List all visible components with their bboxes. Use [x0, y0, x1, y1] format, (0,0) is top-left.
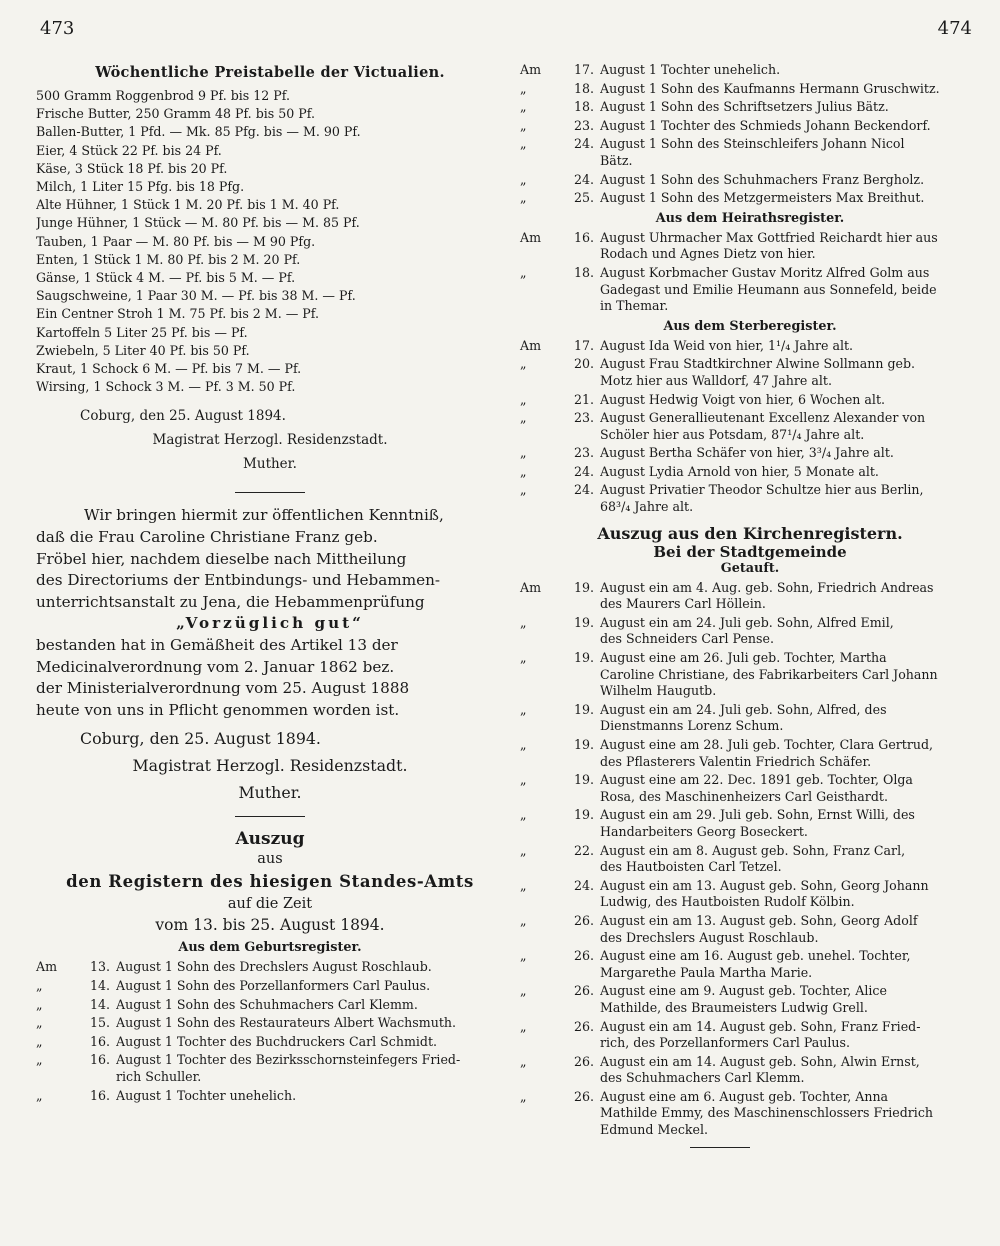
entry-prefix: „: [36, 996, 43, 1012]
entry-text: August 1 Sohn des Drechslers August Roschlaub.: [116, 959, 432, 975]
entry-day: 26.: [573, 912, 594, 928]
entry-prefix: „: [520, 614, 527, 630]
entry-text: August Ida Weid von hier, 1¹/₄ Jahre alt.: [600, 337, 854, 353]
entry-text: Gadegast und Emilie Heumann aus Sonnefeld, beide: [600, 281, 937, 297]
entry-text: August 1 Tochter des Schmieds Johann Beckendorf.: [600, 117, 931, 133]
baptism-entry: [520, 1019, 980, 1052]
entry-prefix: „: [520, 410, 527, 426]
entry-prefix: „: [520, 842, 527, 858]
entry-text: August eine am 6. August geb. Tochter, Anna: [600, 1088, 889, 1104]
entry-text: August 1 Sohn des Metzgermeisters Max Breithut.: [600, 190, 925, 206]
entry-day: 16.: [573, 229, 594, 245]
entry-prefix: „: [36, 1052, 43, 1068]
price-row: Saugschweine, 1 Paar 30 M. — Pf. bis 38 M. — Pf.: [36, 288, 356, 304]
baptisms-list: [520, 580, 980, 1139]
entry-day: 24.: [573, 171, 594, 187]
price-row: Junge Hühner, 1 Stück — M. 80 Pf. bis — M. 85 Pf.: [36, 215, 360, 231]
notice-authority: Magistrat Herzogl. Residenzstadt.: [132, 756, 408, 776]
entry-day: 24.: [573, 136, 594, 152]
entry-day: 19.: [573, 579, 594, 595]
left-column: [36, 62, 504, 1106]
price-date: Coburg, den 25. August 1894.: [80, 408, 286, 425]
birth-entry: [520, 172, 980, 189]
entry-day: 21.: [573, 391, 594, 407]
birth-entry: [520, 118, 980, 135]
entry-prefix: Am: [36, 959, 58, 975]
entry-text: 68³/₄ Jahre alt.: [600, 499, 694, 515]
death-entry: [520, 356, 980, 389]
entry-text: August 1 Tochter des Bezirksschornsteinfegers Fried-: [116, 1052, 461, 1068]
price-row: Ein Centner Stroh 1 M. 75 Pf. bis 2 M. — Pf.: [36, 306, 319, 322]
entry-text: Ludwig, des Hautboisten Rudolf Kölbin.: [600, 894, 855, 910]
entry-text: Rosa, des Maschinenheizers Carl Geisthardt.: [600, 788, 888, 804]
entry-prefix: „: [520, 948, 527, 964]
entry-text: Bätz.: [600, 152, 633, 168]
extract-registers: den Registern des hiesigen Standes-Amts: [66, 872, 474, 892]
price-row: Milch, 1 Liter 15 Pfg. bis 18 Pfg.: [36, 179, 245, 195]
entry-prefix: Am: [520, 62, 542, 77]
entry-prefix: „: [520, 877, 527, 893]
entry-prefix: „: [520, 912, 527, 928]
entry-text: August Privatier Theodor Schultze hier aus Berlin,: [600, 482, 924, 498]
deaths-list: [520, 338, 980, 516]
right-column: [520, 62, 980, 1148]
entry-text: August Bertha Schäfer von hier, 3³/₄ Jahre alt.: [600, 445, 894, 461]
entry-prefix: „: [520, 356, 527, 372]
notice-line: bestanden hat in Gemäßheit des Artikel 13 der: [36, 636, 398, 655]
birth-entry: [520, 62, 980, 79]
entry-prefix: „: [520, 737, 527, 752]
entry-text: des Schuhmachers Carl Klemm.: [600, 1070, 805, 1086]
baptism-entry: [520, 772, 980, 805]
baptism-entry: [520, 650, 980, 700]
entry-text: Dienstmanns Lorenz Schum.: [600, 718, 784, 734]
entry-prefix: „: [520, 701, 527, 717]
birth-entry: [520, 99, 980, 116]
entry-prefix: „: [520, 171, 527, 187]
entry-day: 16.: [89, 1033, 110, 1049]
notice-line: der Ministerialverordnung vom 25. August 1888: [36, 679, 410, 698]
baptism-entry: [520, 1089, 980, 1139]
entry-day: 25.: [573, 190, 594, 206]
entry-text: August 1 Tochter unehelich.: [600, 62, 781, 77]
entry-prefix: Am: [520, 229, 542, 245]
entry-prefix: „: [520, 445, 527, 461]
notice-line: daß die Frau Caroline Christiane Franz geb.: [36, 528, 378, 547]
notice-grade: „Vorzüglich gut“: [176, 614, 364, 633]
price-signer: Muther.: [243, 456, 297, 473]
entry-text: August 1 Sohn des Schuhmachers Carl Klemm.: [116, 996, 418, 1012]
price-table-heading: Wöchentliche Preistabelle der Victualien.: [95, 64, 445, 81]
page-number-right: 474: [937, 18, 972, 39]
entry-text: August ein am 29. Juli geb. Sohn, Ernst Willi, des: [600, 807, 915, 823]
baptism-entry: [520, 878, 980, 911]
entry-text: August 1 Sohn des Restaurateurs Albert Wachsmuth.: [116, 1015, 456, 1031]
divider: [235, 816, 305, 817]
entry-prefix: „: [520, 136, 527, 152]
entry-text: August 1 Sohn des Steinschleifers Johann Nicol: [600, 136, 905, 152]
end-divider: [690, 1147, 750, 1148]
entry-day: 24.: [573, 463, 594, 479]
entry-text: August Korbmacher Gustav Moritz Alfred Golm aus: [600, 264, 930, 280]
entry-text: August Hedwig Voigt von hier, 6 Wochen alt.: [600, 391, 886, 407]
entry-text: August ein am 24. Juli geb. Sohn, Alfred Emil,: [600, 614, 894, 630]
page-number-left: 473: [40, 18, 75, 39]
marriage-entry: [520, 230, 980, 263]
entry-day: 19.: [573, 614, 594, 630]
entry-day: 18.: [573, 264, 594, 280]
price-row: Kraut, 1 Schock 6 M. — Pf. bis 7 M. — Pf.: [36, 361, 302, 377]
entry-text: Caroline Christiane, des Fabrikarbeiters Carl Johann: [600, 666, 938, 682]
church-title: Auszug aus den Kirchenregistern.: [597, 523, 903, 543]
entry-day: 23.: [573, 117, 594, 133]
birth-entry: [36, 1034, 504, 1051]
baptism-entry: [520, 807, 980, 840]
entry-text: Rodach und Agnes Dietz von hier.: [600, 246, 816, 262]
entry-prefix: „: [36, 1015, 43, 1031]
entry-day: 13.: [89, 959, 110, 975]
entry-prefix: „: [36, 1087, 43, 1103]
entry-text: August Lydia Arnold von hier, 5 Monate alt.: [600, 463, 879, 479]
price-row: Enten, 1 Stück 1 M. 80 Pf. bis 2 M. 20 Pf.: [36, 251, 301, 267]
entry-prefix: Am: [520, 579, 542, 595]
entry-text: August eine am 22. Dec. 1891 geb. Tochter, Olga: [600, 772, 913, 788]
entry-text: August 1 Sohn des Schuhmachers Franz Bergholz.: [600, 171, 925, 187]
baptism-entry: [520, 843, 980, 876]
entry-day: 20.: [573, 356, 594, 372]
entry-text: des Hautboisten Carl Tetzel.: [600, 859, 782, 875]
entry-day: 26.: [573, 1018, 594, 1034]
entry-text: rich Schuller.: [116, 1068, 202, 1084]
entry-text: August 1 Tochter unehelich.: [116, 1087, 297, 1103]
baptism-entry: [520, 737, 980, 770]
birth-entry: [36, 1088, 504, 1105]
entry-day: 26.: [573, 1088, 594, 1104]
entry-day: 17.: [573, 62, 594, 77]
entry-day: 24.: [573, 877, 594, 893]
entry-text: Margarethe Paula Martha Marie.: [600, 964, 813, 980]
death-entry: [520, 392, 980, 409]
entry-day: 15.: [89, 1015, 110, 1031]
entry-text: August 1 Sohn des Kaufmanns Hermann Gruschwitz.: [600, 80, 940, 96]
price-row: Frische Butter, 250 Gramm 48 Pf. bis 50 Pf.: [36, 106, 315, 122]
birth-entry: [36, 978, 504, 995]
price-row: Kartoffeln 5 Liter 25 Pf. bis — Pf.: [36, 324, 248, 340]
birth-entry: [36, 997, 504, 1014]
price-row: Eier, 4 Stück 22 Pf. bis 24 Pf.: [36, 142, 222, 158]
baptism-entry: [520, 983, 980, 1016]
entry-prefix: „: [520, 1053, 527, 1069]
entry-prefix: „: [520, 482, 527, 498]
entry-text: August ein am 24. Juli geb. Sohn, Alfred, des: [600, 701, 887, 717]
price-row: Käse, 3 Stück 18 Pf. bis 20 Pf.: [36, 160, 228, 176]
entry-day: 16.: [89, 1087, 110, 1103]
entry-day: 26.: [573, 1053, 594, 1069]
entry-prefix: „: [520, 117, 527, 133]
entry-day: 26.: [573, 948, 594, 964]
birth-entry: [520, 190, 980, 207]
notice-line: heute von uns in Pflicht genommen worden ist.: [36, 700, 400, 719]
marriages-heading: Aus dem Heirathsregister.: [655, 210, 845, 226]
extract-period: vom 13. bis 25. August 1894.: [155, 916, 385, 935]
notice-signer: Muther.: [238, 783, 302, 803]
extract-aus: aus: [257, 851, 283, 868]
entry-prefix: „: [520, 650, 527, 666]
entry-prefix: „: [520, 391, 527, 407]
entry-text: Mathilde Emmy, des Maschinenschlossers Friedrich: [600, 1105, 934, 1121]
death-entry: [520, 482, 980, 515]
price-row: Zwiebeln, 5 Liter 40 Pf. bis 50 Pf.: [36, 342, 250, 358]
notice-line: Medicinalverordnung vom 2. Januar 1862 bez.: [36, 657, 395, 676]
births-heading: Aus dem Geburtsregister.: [178, 940, 362, 956]
price-authority: Magistrat Herzogl. Residenzstadt.: [152, 432, 388, 449]
entry-text: August Uhrmacher Max Gottfried Reichardt hier aus: [600, 229, 938, 245]
price-row: Tauben, 1 Paar — M. 80 Pf. bis — M 90 Pfg.: [36, 233, 316, 249]
notice-line: unterrichtsanstalt zu Jena, die Hebammenprüfung: [36, 592, 425, 611]
entry-text: des Schneiders Carl Pense.: [600, 631, 774, 647]
price-row: Ballen-Butter, 1 Pfd. — Mk. 85 Pfg. bis — M. 90 Pf.: [36, 124, 361, 140]
entry-day: 22.: [573, 842, 594, 858]
entry-text: August ein am 4. Aug. geb. Sohn, Friedrich Andreas: [600, 579, 934, 595]
entry-text: August Generallieutenant Excellenz Alexander von: [600, 410, 926, 426]
baptism-entry: [520, 948, 980, 981]
entry-text: August 1 Sohn des Porzellanformers Carl Paulus.: [116, 977, 431, 993]
price-row: Alte Hühner, 1 Stück 1 M. 20 Pf. bis 1 M. 40 Pf.: [36, 197, 340, 213]
entry-day: 19.: [573, 772, 594, 788]
entry-text: des Pflasterers Valentin Friedrich Schäfer.: [600, 753, 872, 769]
baptism-entry: [520, 702, 980, 735]
notice-line: des Directoriums der Entbindungs- und Hebammen-: [36, 571, 441, 590]
entry-prefix: „: [520, 772, 527, 788]
entry-day: 19.: [573, 650, 594, 666]
entry-day: 19.: [573, 807, 594, 823]
entry-text: Schöler hier aus Potsdam, 87¹/₄ Jahre alt.: [600, 426, 865, 442]
baptism-entry: [520, 615, 980, 648]
baptism-entry: [520, 1054, 980, 1087]
birth-entry: [36, 1052, 504, 1085]
entry-text: Edmund Meckel.: [600, 1122, 709, 1138]
entry-prefix: „: [36, 977, 43, 993]
entry-prefix: „: [520, 1088, 527, 1104]
death-entry: [520, 445, 980, 462]
entry-text: in Themar.: [600, 298, 669, 314]
entry-text: August eine am 16. August geb. unehel. Tochter,: [600, 948, 911, 964]
entry-text: August Frau Stadtkirchner Alwine Sollmann geb.: [600, 356, 916, 372]
entry-prefix: „: [520, 807, 527, 823]
entry-text: Handarbeiters Georg Boseckert.: [600, 823, 808, 839]
entry-day: 26.: [573, 983, 594, 999]
entry-text: August ein am 13. August geb. Sohn, Georg Johann: [600, 877, 929, 893]
death-entry: [520, 464, 980, 481]
extract-title: Auszug: [235, 829, 305, 850]
entry-day: 14.: [89, 977, 110, 993]
notice-line: Wir bringen hiermit zur öffentlichen Kenntniß,: [84, 506, 444, 525]
church-subtitle: Bei der Stadtgemeinde: [653, 542, 847, 561]
notice-line: Fröbel hier, nachdem dieselbe nach Mittheilung: [36, 549, 407, 568]
entry-day: 23.: [573, 410, 594, 426]
entry-prefix: „: [520, 983, 527, 999]
entry-day: 19.: [573, 737, 594, 752]
price-row: 500 Gramm Roggenbrod 9 Pf. bis 12 Pf.: [36, 88, 290, 103]
entry-text: August ein am 8. August geb. Sohn, Franz Carl,: [600, 842, 906, 858]
birth-entry: [36, 1015, 504, 1032]
price-row: Wirsing, 1 Schock 3 M. — Pf. 3 M. 50 Pf.: [36, 379, 296, 395]
entry-day: 19.: [573, 701, 594, 717]
entry-day: 23.: [573, 445, 594, 461]
births-list: [36, 959, 504, 1104]
entry-day: 14.: [89, 996, 110, 1012]
marriage-entry: [520, 265, 980, 315]
entry-prefix: „: [520, 80, 527, 96]
entry-text: August eine am 26. Juli geb. Tochter, Martha: [600, 650, 887, 666]
death-entry: [520, 410, 980, 443]
entry-text: des Maurers Carl Höllein.: [600, 596, 766, 612]
entry-prefix: „: [520, 264, 527, 280]
divider: [235, 492, 305, 493]
entry-day: 24.: [573, 482, 594, 498]
birth-entry: [520, 81, 980, 98]
birth-entry: [520, 136, 980, 169]
entry-prefix: „: [36, 1033, 43, 1049]
entry-text: des Drechslers August Roschlaub.: [600, 929, 819, 945]
births-list-continued: [520, 62, 980, 207]
entry-day: 17.: [573, 337, 594, 353]
entry-text: Mathilde, des Braumeisters Ludwig Grell.: [600, 999, 868, 1015]
notice: [36, 505, 504, 721]
entry-text: August 1 Tochter des Buchdruckers Carl Schmidt.: [116, 1033, 438, 1049]
entry-prefix: „: [520, 99, 527, 115]
price-row: Gänse, 1 Stück 4 M. — Pf. bis 5 M. — Pf.: [36, 270, 296, 286]
entry-day: 16.: [89, 1052, 110, 1068]
entry-text: Wilhelm Haugutb.: [600, 683, 717, 699]
baptism-entry: [520, 580, 980, 613]
entry-text: August ein am 13. August geb. Sohn, Georg Adolf: [600, 912, 918, 928]
entry-prefix: „: [520, 463, 527, 479]
entry-text: August ein am 14. August geb. Sohn, Alwin Ernst,: [600, 1053, 920, 1069]
entry-prefix: „: [520, 190, 527, 206]
notice-date: Coburg, den 25. August 1894.: [80, 729, 321, 749]
birth-entry: [36, 959, 504, 976]
entry-text: August 1 Sohn des Schriftsetzers Julius Bätz.: [600, 99, 889, 115]
deaths-heading: Aus dem Sterberegister.: [663, 318, 837, 334]
entry-text: Motz hier aus Walldorf, 47 Jahre alt.: [600, 372, 832, 388]
baptism-entry: [520, 913, 980, 946]
entry-text: August ein am 14. August geb. Sohn, Franz Fried-: [600, 1018, 921, 1034]
extract-period-label: auf die Zeit: [227, 896, 313, 913]
entry-text: August eine am 28. Juli geb. Tochter, Clara Gertrud,: [600, 737, 934, 752]
baptisms-heading: Getauft.: [720, 560, 780, 576]
marriages-list: [520, 230, 980, 315]
death-entry: [520, 338, 980, 355]
entry-day: 18.: [573, 80, 594, 96]
entry-text: August eine am 9. August geb. Tochter, Alice: [600, 983, 887, 999]
entry-prefix: Am: [520, 337, 542, 353]
entry-text: rich, des Porzellanformers Carl Paulus.: [600, 1035, 850, 1051]
entry-day: 18.: [573, 99, 594, 115]
entry-prefix: „: [520, 1018, 527, 1034]
price-table: [36, 87, 504, 396]
